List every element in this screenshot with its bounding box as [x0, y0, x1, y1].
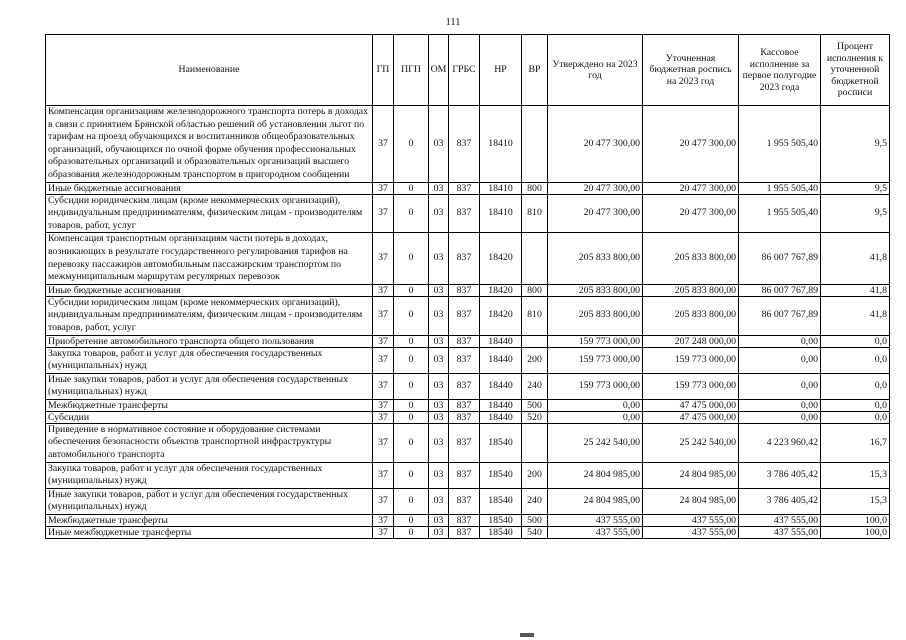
cell-name: Компенсация транспортным организациям части потерь в доходах, возникающих в результате государственного регулирования тарифов на перевозку пассажиров автомобильным пассажирским транспортом по межмуниципальным маршрутам регулярных перевозок	[46, 233, 373, 284]
table-row	[46, 462, 890, 488]
cell-pgp: 0	[394, 347, 429, 373]
cell-approved: 20 477 300,00	[548, 106, 643, 183]
cell-nr: 18540	[480, 488, 522, 514]
cell-gp: 37	[373, 335, 394, 347]
cell-percent: 15,3	[821, 488, 890, 514]
cell-nr: 18540	[480, 515, 522, 527]
cell-grbs: 837	[449, 347, 480, 373]
cell-approved: 159 773 000,00	[548, 347, 643, 373]
cell-name: Иные бюджетные ассигнования	[46, 182, 373, 194]
cell-pgp: 0	[394, 194, 429, 233]
cell-pgp: 0	[394, 106, 429, 183]
cell-refined: 437 555,00	[643, 515, 739, 527]
table-row	[46, 335, 890, 347]
cell-approved: 205 833 800,00	[548, 284, 643, 296]
cell-name: Приобретение автомобильного транспорта общего пользования	[46, 335, 373, 347]
cell-name: Иные бюджетные ассигнования	[46, 284, 373, 296]
cell-cash: 437 555,00	[739, 515, 821, 527]
header-nr: НР	[480, 35, 522, 106]
header-om: ОМ	[429, 35, 449, 106]
cell-om: 03	[429, 233, 449, 284]
cell-approved: 159 773 000,00	[548, 335, 643, 347]
cell-gp: 37	[373, 182, 394, 194]
cell-vr	[522, 233, 548, 284]
cell-pgp: 0	[394, 399, 429, 411]
table-row	[46, 527, 890, 539]
cell-grbs: 837	[449, 462, 480, 488]
cell-om: 03	[429, 515, 449, 527]
cell-refined: 205 833 800,00	[643, 296, 739, 335]
cell-gp: 37	[373, 462, 394, 488]
cell-gp: 37	[373, 373, 394, 399]
cell-nr: 18420	[480, 284, 522, 296]
cell-nr: 18440	[480, 335, 522, 347]
cell-vr: 800	[522, 284, 548, 296]
cell-vr: 200	[522, 462, 548, 488]
cell-om: 03	[429, 462, 449, 488]
cell-pgp: 0	[394, 423, 429, 462]
cell-cash: 0,00	[739, 347, 821, 373]
cell-grbs: 837	[449, 411, 480, 423]
cell-cash: 0,00	[739, 373, 821, 399]
cell-refined: 205 833 800,00	[643, 233, 739, 284]
cell-refined: 20 477 300,00	[643, 106, 739, 183]
page-number: 111	[445, 17, 461, 28]
cell-name: Субсидии юридическим лицам (кроме некоммерческих организаций), индивидуальным предпринимателям, физическим лицам - производителям товаров, работ, услуг	[46, 296, 373, 335]
table-row	[46, 182, 890, 194]
cell-name: Субсидии юридическим лицам (кроме некоммерческих организаций), индивидуальным предпринимателям, физическим лицам - производителям товаров, работ, услуг	[46, 194, 373, 233]
cell-grbs: 837	[449, 373, 480, 399]
cell-cash: 3 786 405,42	[739, 488, 821, 514]
table-row	[46, 194, 890, 233]
cell-approved: 24 804 985,00	[548, 488, 643, 514]
cell-nr: 18440	[480, 411, 522, 423]
cell-refined: 437 555,00	[643, 527, 739, 539]
cell-percent: 9,5	[821, 182, 890, 194]
cell-percent: 0,0	[821, 347, 890, 373]
table-row	[46, 296, 890, 335]
cell-gp: 37	[373, 515, 394, 527]
cell-nr: 18410	[480, 106, 522, 183]
cell-name: Приведение в нормативное состояние и оборудование системами обеспечения безопасности объектов транспортной инфраструктуры автомобильного транспорта	[46, 423, 373, 462]
cell-name: Субсидии	[46, 411, 373, 423]
cell-percent: 100,0	[821, 515, 890, 527]
cell-refined: 207 248 000,00	[643, 335, 739, 347]
cell-grbs: 837	[449, 423, 480, 462]
cell-pgp: 0	[394, 411, 429, 423]
header-name: Наименование	[46, 35, 373, 106]
cell-vr	[522, 423, 548, 462]
cell-om: 03	[429, 423, 449, 462]
cell-refined: 25 242 540,00	[643, 423, 739, 462]
cell-grbs: 837	[449, 515, 480, 527]
cell-vr: 540	[522, 527, 548, 539]
cell-approved: 0,00	[548, 411, 643, 423]
cell-refined: 24 804 985,00	[643, 462, 739, 488]
cell-grbs: 837	[449, 335, 480, 347]
table-row	[46, 284, 890, 296]
cell-name: Иные закупки товаров, работ и услуг для обеспечения государственных (муниципальных) нужд	[46, 488, 373, 514]
cell-cash: 437 555,00	[739, 527, 821, 539]
header-gp: ГП	[373, 35, 394, 106]
cell-refined: 205 833 800,00	[643, 284, 739, 296]
cell-vr	[522, 335, 548, 347]
page-edge-mark	[520, 633, 534, 637]
cell-percent: 0,0	[821, 399, 890, 411]
cell-gp: 37	[373, 296, 394, 335]
header-vr: ВР	[522, 35, 548, 106]
cell-percent: 9,5	[821, 106, 890, 183]
cell-nr: 18420	[480, 233, 522, 284]
cell-cash: 0,00	[739, 335, 821, 347]
cell-gp: 37	[373, 527, 394, 539]
cell-grbs: 837	[449, 182, 480, 194]
cell-pgp: 0	[394, 515, 429, 527]
cell-vr: 240	[522, 488, 548, 514]
cell-approved: 159 773 000,00	[548, 373, 643, 399]
cell-cash: 4 223 960,42	[739, 423, 821, 462]
table-row	[46, 515, 890, 527]
cell-percent: 0,0	[821, 335, 890, 347]
header-cash: Кассовое исполнение за первое полугодие 2023 года	[739, 35, 821, 106]
cell-gp: 37	[373, 423, 394, 462]
cell-grbs: 837	[449, 106, 480, 183]
cell-gp: 37	[373, 233, 394, 284]
cell-nr: 18440	[480, 399, 522, 411]
cell-gp: 37	[373, 411, 394, 423]
table-row	[46, 411, 890, 423]
cell-vr: 800	[522, 182, 548, 194]
cell-approved: 0,00	[548, 399, 643, 411]
cell-nr: 18540	[480, 462, 522, 488]
cell-name: Иные межбюджетные трансферты	[46, 527, 373, 539]
header-approved: Утверждено на 2023 год	[548, 35, 643, 106]
cell-grbs: 837	[449, 194, 480, 233]
cell-refined: 20 477 300,00	[643, 182, 739, 194]
cell-gp: 37	[373, 488, 394, 514]
cell-name: Межбюджетные трансферты	[46, 399, 373, 411]
cell-percent: 15,3	[821, 462, 890, 488]
cell-pgp: 0	[394, 373, 429, 399]
cell-name: Межбюджетные трансферты	[46, 515, 373, 527]
cell-refined: 159 773 000,00	[643, 347, 739, 373]
cell-nr: 18410	[480, 182, 522, 194]
cell-grbs: 837	[449, 399, 480, 411]
cell-approved: 20 477 300,00	[548, 182, 643, 194]
cell-om: 03	[429, 373, 449, 399]
cell-pgp: 0	[394, 335, 429, 347]
cell-percent: 41,8	[821, 233, 890, 284]
cell-percent: 9,5	[821, 194, 890, 233]
table-body	[46, 106, 890, 539]
cell-nr: 18410	[480, 194, 522, 233]
cell-gp: 37	[373, 347, 394, 373]
cell-nr: 18540	[480, 423, 522, 462]
cell-pgp: 0	[394, 488, 429, 514]
cell-om: 03	[429, 284, 449, 296]
table-row	[46, 399, 890, 411]
table-row	[46, 347, 890, 373]
cell-percent: 41,8	[821, 284, 890, 296]
cell-gp: 37	[373, 194, 394, 233]
cell-name: Иные закупки товаров, работ и услуг для обеспечения государственных (муниципальных) нужд	[46, 373, 373, 399]
budget-table	[45, 34, 890, 539]
cell-om: 03	[429, 106, 449, 183]
cell-pgp: 0	[394, 182, 429, 194]
cell-percent: 0,0	[821, 411, 890, 423]
cell-vr: 520	[522, 411, 548, 423]
cell-approved: 437 555,00	[548, 515, 643, 527]
cell-approved: 437 555,00	[548, 527, 643, 539]
cell-om: 03	[429, 411, 449, 423]
table-row	[46, 373, 890, 399]
header-grbs: ГРБС	[449, 35, 480, 106]
table-row	[46, 488, 890, 514]
cell-om: 03	[429, 194, 449, 233]
cell-name: Компенсация организациям железнодорожного транспорта потерь в доходах в связи с принятием Брянской областью решений об установлении льгот по тарифам на проезд обучающихся и воспитанников общеобразовательных организаций, обучающихся по очной форме обучения профессиональных образовательных организаций и образовательных организаций высшего образования железнодорожным транспортом в пригородном сообщении	[46, 106, 373, 183]
cell-nr: 18420	[480, 296, 522, 335]
cell-name: Закупка товаров, работ и услуг для обеспечения государственных (муниципальных) нужд	[46, 462, 373, 488]
cell-nr: 18540	[480, 527, 522, 539]
cell-nr: 18440	[480, 373, 522, 399]
header-refined: Уточненная бюджетная роспись на 2023 год	[643, 35, 739, 106]
cell-nr: 18440	[480, 347, 522, 373]
cell-gp: 37	[373, 284, 394, 296]
cell-percent: 16,7	[821, 423, 890, 462]
cell-approved: 20 477 300,00	[548, 194, 643, 233]
cell-percent: 100,0	[821, 527, 890, 539]
cell-cash: 1 955 505,40	[739, 106, 821, 183]
table-row	[46, 423, 890, 462]
cell-pgp: 0	[394, 284, 429, 296]
cell-cash: 3 786 405,42	[739, 462, 821, 488]
cell-om: 03	[429, 296, 449, 335]
cell-gp: 37	[373, 399, 394, 411]
cell-vr: 200	[522, 347, 548, 373]
cell-cash: 1 955 505,40	[739, 182, 821, 194]
header-percent: Процент исполнения к уточненной бюджетной росписи	[821, 35, 890, 106]
cell-vr: 500	[522, 515, 548, 527]
cell-cash: 0,00	[739, 399, 821, 411]
cell-om: 03	[429, 347, 449, 373]
cell-grbs: 837	[449, 296, 480, 335]
cell-vr: 810	[522, 296, 548, 335]
cell-cash: 86 007 767,89	[739, 233, 821, 284]
cell-pgp: 0	[394, 462, 429, 488]
table-header-row	[46, 35, 890, 106]
cell-refined: 47 475 000,00	[643, 411, 739, 423]
cell-pgp: 0	[394, 233, 429, 284]
cell-refined: 159 773 000,00	[643, 373, 739, 399]
cell-approved: 205 833 800,00	[548, 233, 643, 284]
cell-refined: 47 475 000,00	[643, 399, 739, 411]
cell-vr	[522, 106, 548, 183]
cell-name: Закупка товаров, работ и услуг для обеспечения государственных (муниципальных) нужд	[46, 347, 373, 373]
header-pgp: ПГП	[394, 35, 429, 106]
cell-pgp: 0	[394, 296, 429, 335]
cell-pgp: 0	[394, 527, 429, 539]
cell-om: 03	[429, 527, 449, 539]
cell-grbs: 837	[449, 233, 480, 284]
cell-vr: 810	[522, 194, 548, 233]
cell-om: 03	[429, 335, 449, 347]
cell-cash: 0,00	[739, 411, 821, 423]
cell-refined: 20 477 300,00	[643, 194, 739, 233]
cell-grbs: 837	[449, 284, 480, 296]
cell-approved: 205 833 800,00	[548, 296, 643, 335]
cell-om: 03	[429, 182, 449, 194]
cell-approved: 25 242 540,00	[548, 423, 643, 462]
cell-vr: 240	[522, 373, 548, 399]
cell-refined: 24 804 985,00	[643, 488, 739, 514]
cell-gp: 37	[373, 106, 394, 183]
cell-cash: 86 007 767,89	[739, 284, 821, 296]
cell-percent: 0,0	[821, 373, 890, 399]
cell-cash: 86 007 767,89	[739, 296, 821, 335]
cell-approved: 24 804 985,00	[548, 462, 643, 488]
cell-vr: 500	[522, 399, 548, 411]
cell-cash: 1 955 505,40	[739, 194, 821, 233]
cell-grbs: 837	[449, 488, 480, 514]
table-row	[46, 106, 890, 183]
cell-om: 03	[429, 399, 449, 411]
cell-grbs: 837	[449, 527, 480, 539]
table-row	[46, 233, 890, 284]
cell-percent: 41,8	[821, 296, 890, 335]
cell-om: 03	[429, 488, 449, 514]
